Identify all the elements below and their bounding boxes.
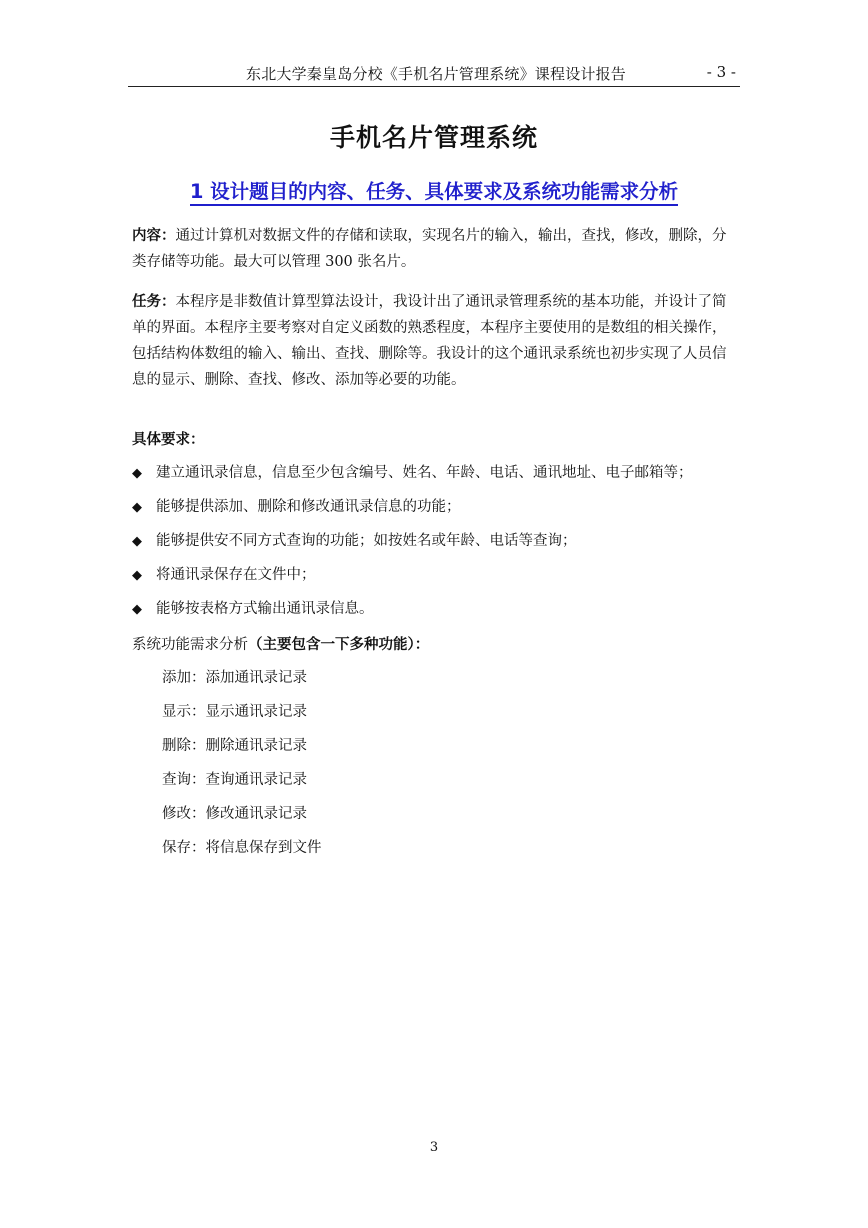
content-text: 通过计算机对数据文件的存储和读取，实现名片的输入，输出，查找，修改，删除，分类存储等功能。最大可以管理 300 张名片。 <box>132 228 727 270</box>
footer-page-number: 3 <box>429 1140 439 1155</box>
function-item: 保存：将信息保存到文件 <box>162 840 322 856</box>
section-title-text[interactable]: 1 设计题目的内容、任务、具体要求及系统功能需求分析 <box>190 180 678 206</box>
section-title <box>0 176 868 204</box>
analysis-heading <box>132 632 738 658</box>
requirement-text: 能够按表格方式输出通讯录信息。 <box>156 601 374 617</box>
task-text: 本程序是非数值计算型算法设计，我设计出了通讯录管理系统的基本功能，并设计了简单的界面。本程序主要考察对自定义函数的熟悉程度，本程序主要使用的是数组的相关操作，包括结构体数组的输入、输出、查找、删除等。我设计的这个通讯录系统也初步实现了人员信息的显示、删除、查找、修改、添加等必要的功能。 <box>132 294 727 388</box>
function-item: 删除：删除通讯录记录 <box>162 738 307 754</box>
function-item: 查询：查询通讯录记录 <box>162 772 307 788</box>
header-page-label: - 3 - <box>706 63 736 81</box>
task-paragraph <box>132 289 738 393</box>
header-title: 东北大学秦皇岛分校《手机名片管理系统》课程设计报告 <box>246 65 627 83</box>
page-header <box>128 62 740 87</box>
requirement-text: 能够提供添加、删除和修改通讯录信息的功能； <box>156 499 461 515</box>
requirement-item <box>132 597 738 622</box>
function-item: 添加：添加通讯录记录 <box>162 670 307 686</box>
diamond-bullet-icon: ◆ <box>132 568 142 583</box>
diamond-bullet-icon: ◆ <box>132 466 142 481</box>
analysis-label-bold: （主要包含一下多种功能）： <box>248 637 430 653</box>
content-paragraph <box>132 223 738 275</box>
diamond-bullet-icon: ◆ <box>132 602 142 617</box>
requirement-item <box>132 563 738 588</box>
requirements-label: 具体要求： <box>132 432 205 448</box>
requirements-heading <box>132 427 738 453</box>
diamond-bullet-icon: ◆ <box>132 534 142 549</box>
requirement-item <box>132 461 738 486</box>
task-label: 任务： <box>132 294 176 310</box>
requirement-text: 建立通讯录信息，信息至少包含编号、姓名、年龄、电话、通讯地址、电子邮箱等； <box>156 465 693 481</box>
diamond-bullet-icon: ◆ <box>132 500 142 515</box>
analysis-label-plain: 系统功能需求分析 <box>132 637 248 653</box>
requirement-text: 将通讯录保存在文件中； <box>156 567 316 583</box>
requirement-item <box>132 529 738 554</box>
requirement-text: 能够提供安不同方式查询的功能；如按姓名或年龄、电话等查询； <box>156 533 577 549</box>
content-label: 内容： <box>132 228 176 244</box>
function-item: 显示：显示通讯录记录 <box>162 704 307 720</box>
function-item: 修改：修改通讯录记录 <box>162 806 307 822</box>
requirement-item <box>132 495 738 520</box>
document-title: 手机名片管理系统 <box>329 123 538 152</box>
